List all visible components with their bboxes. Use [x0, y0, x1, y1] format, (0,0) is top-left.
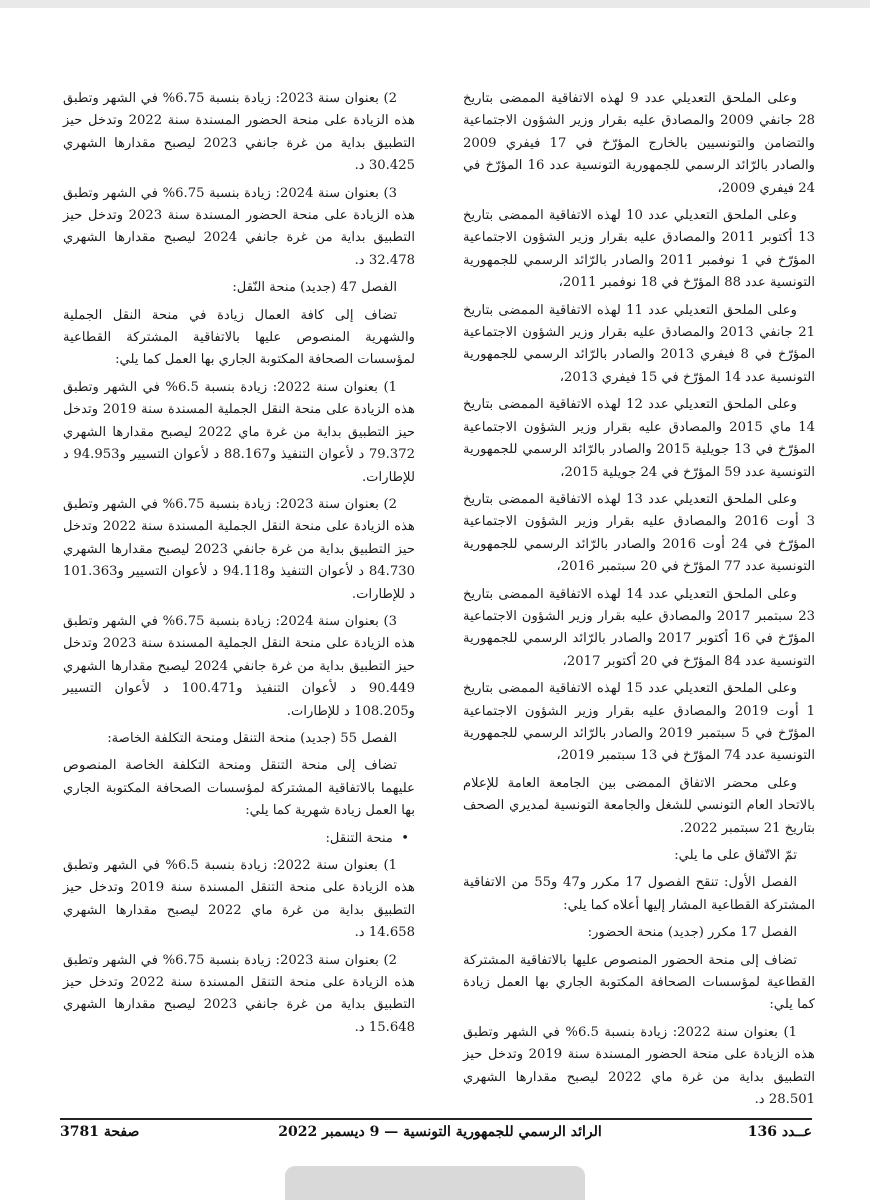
- paragraph: 1) بعنوان سنة 2022: زيادة بنسبة 6.5% في الشهر وتطبق هذه الزيادة على منحة النقل الجملية المسندة سنة 2019 وتدخل حيز التطبيق بداية من غرة ماي 2022 ليصبح مقدارها الشهري 79.372 د لأعوان التنفيذ و88.167 د لأعوان التسيير و94.953 د للإطارات.: [63, 379, 416, 485]
- paragraph: وعلى محضر الاتفاق الممضى بين الجامعة العامة للإعلام بالاتحاد العام التونسي للشغل والجامعة التونسية لمديري الصحف بتاريخ 21 سبتمبر 2022.: [463, 775, 815, 836]
- paragraph: تضاف إلى منحة الحضور المنصوص عليها بالاتفاقية المشتركة القطاعية لمؤسسات الصحافة المكتوبة الجاري بها العمل زيادة كما يلي:: [463, 952, 815, 1013]
- paragraph: تضاف إلى كافة العمال زيادة في منحة النقل الجملية والشهرية المنصوص عليها بالاتفاقية المشتركة القطاعية لمؤسسات الصحافة المكتوبة الجاري بها العمل كما يلي:: [63, 307, 415, 368]
- article-heading: الفصل الأول: تنقح الفصول 17 مكرر و47 و55 من الاتفاقية المشتركة القطاعية المشار إليها أعلاه كما يلي:: [463, 875, 815, 913]
- top-toolbar-strip: [0, 0, 870, 8]
- paragraph: تمّ الاتّفاق على ما يلي:: [674, 848, 797, 863]
- paragraph: وعلى الملحق التعديلي عدد 13 لهذه الاتفاقية الممضى بتاريخ 3 أوت 2016 والمصادق عليه بقرار وزير الشؤون الاجتماعية المؤرّخ في 24 أوت 2016 والصادر بالرّائد الرسمي للجمهورية التونسية عدد 77 المؤرّخ في 20 سبتمبر 2016،: [463, 491, 815, 575]
- paragraph: وعلى الملحق التعديلي عدد 10 لهذه الاتفاقية الممضى بتاريخ 13 أكتوبر 2011 والمصادق عليه بقرار وزير الشؤون الاجتماعية المؤرّخ في 1 نوفمبر 2011 والصادر بالرّائد الرسمي للجمهورية التونسية عدد 88 المؤرّخ في 18 نوفمبر 2011،: [463, 208, 815, 291]
- footer-divider: [60, 1118, 812, 1120]
- paragraph: 3) بعنوان سنة 2024: زيادة بنسبة 6.75% في الشهر وتطبق هذه الزيادة على منحة الحضور المسندة سنة 2023 وتدخل حيز التطبيق بداية من غرة جانفي 2024 ليصبح مقدارها الشهري 32.478 د.: [63, 185, 415, 268]
- article-heading: الفصل 17 مكرر (جديد) منحة الحضور:: [587, 925, 797, 941]
- left-column: [63, 88, 415, 1044]
- issue-number: عــدد 136: [747, 1124, 812, 1140]
- paragraph: وعلى الملحق التعديلي عدد 12 لهذه الاتفاقية الممضى بتاريخ 14 ماي 2015 والمصادق عليه بقرار وزير الشؤون الاجتماعية المؤرّخ في 13 جويلية 2015 والصادر بالرّائد الرسمي للجمهورية التونسية عدد 59 المؤرّخ في 24 جويلية 2015،: [463, 397, 815, 480]
- paragraph: 2) بعنوان سنة 2023: زيادة بنسبة 6.75% في الشهر وتطبق هذه الزيادة على منحة النقل الجملية المسندة سنة 2022 وتدخل حيز التطبيق بداية من غرة جانفي 2023 ليصبح مقدارها الشهري 84.730 د لأعوان التنفيذ و94.118 د لأعوان التسيير و101.363 د للإطارات.: [63, 496, 416, 602]
- paragraph: وعلى الملحق التعديلي عدد 14 لهذه الاتفاقية الممضى بتاريخ 23 سبتمبر 2017 والمصادق عليه بقرار وزير الشؤون الاجتماعية المؤرّخ في 16 أكتوبر 2017 والصادر بالرّائد الرسمي للجمهورية التونسية عدد 84 المؤرّخ في 20 أكتوبر 2017،: [463, 586, 815, 669]
- paragraph: 3) بعنوان سنة 2024: زيادة بنسبة 6.75% في الشهر وتطبق هذه الزيادة على منحة النقل الجملية المسندة سنة 2023 وتدخل حيز التطبيق بداية من غرة جانفي 2024 ليصبح مقدارها الشهري 90.449 د لأعوان التنفيذ و100.471 د لأعوان التسيير و108.205 د للإطارات.: [63, 613, 416, 719]
- page-number: صفحة 3781: [60, 1124, 140, 1140]
- document-page: [55, 88, 815, 1118]
- article-heading: الفصل 55 (جديد) منحة التنقل ومنحة التكلفة الخاصة:: [107, 730, 397, 746]
- page-footer: [60, 1124, 812, 1146]
- bullet-item: • منحة التنقل:: [63, 828, 415, 850]
- paragraph: 1) بعنوان سنة 2022: زيادة بنسبة 6.5% في الشهر وتطبق هذه الزيادة على منحة الحضور المسندة سنة 2019 وتدخل حيز التطبيق بداية من غرة ماي 2022 ليصبح مقدارها الشهري 28.501 د.: [463, 1024, 816, 1108]
- paragraph: وعلى الملحق التعديلي عدد 11 لهذه الاتفاقية الممضى بتاريخ 21 جانفي 2013 والمصادق عليه بقرار وزير الشؤون الاجتماعية المؤرّخ في 8 فيفري 2013 والصادر بالرّائد الرسمي للجمهورية التونسية عدد 14 المؤرّخ في 15 فيفري 2013،: [463, 302, 815, 385]
- paragraph: 2) بعنوان سنة 2023: زيادة بنسبة 6.75% في الشهر وتطبق هذه الزيادة على منحة التنقل المسندة سنة 2022 وتدخل حيز التطبيق بداية من غرة جانفي 2023 ليصبح مقدارها الشهري 15.648 د.: [63, 952, 415, 1035]
- paragraph: تضاف إلى منحة التنقل ومنحة التكلفة الخاصة المنصوص عليهما بالاتفاقية المشتركة لمؤسسات الصحافة المكتوبة الجاري بها العمل زيادة شهرية كما يلي:: [63, 758, 415, 819]
- journal-title-date: الرائد الرسمي للجمهورية التونسية — 9 ديسمبر 2022: [278, 1124, 602, 1140]
- paragraph: 2) بعنوان سنة 2023: زيادة بنسبة 6.75% في الشهر وتطبق هذه الزيادة على منحة الحضور المسندة سنة 2022 وتدخل حيز التطبيق بداية من غرة جانفي 2023 ليصبح مقدارها الشهري 30.425 د.: [63, 91, 415, 174]
- bottom-scroll-handle[interactable]: [285, 1166, 585, 1200]
- article-heading: الفصل 47 (جديد) منحة النّقل:: [232, 280, 397, 296]
- right-column: [463, 88, 815, 1116]
- paragraph: 1) بعنوان سنة 2022: زيادة بنسبة 6.5% في الشهر وتطبق هذه الزيادة على منحة التنقل المسندة سنة 2019 وتدخل حيز التطبيق بداية من غرة ماي 2022 ليصبح مقدارها الشهري 14.658 د.: [63, 858, 416, 941]
- paragraph: وعلى الملحق التعديلي عدد 9 لهذه الاتفاقية الممضى بتاريخ 28 جانفي 2009 والمصادق عليه بقرار وزير الشؤون الاجتماعية والتضامن والتونسيين بالخارج المؤرّخ في 17 فيفري 2009 والصادر بالرّائد الرسمي للجمهورية التونسية عدد 16 المؤرّخ في 24 فيفري 2009،: [463, 91, 815, 196]
- paragraph: وعلى الملحق التعديلي عدد 15 لهذه الاتفاقية الممضى بتاريخ 1 أوت 2019 والمصادق عليه بقرار وزير الشؤون الاجتماعية المؤرّخ في 5 سبتمبر 2019 والصادر بالرّائد الرسمي للجمهورية التونسية عدد 74 المؤرّخ في 13 سبتمبر 2019،: [463, 681, 815, 764]
